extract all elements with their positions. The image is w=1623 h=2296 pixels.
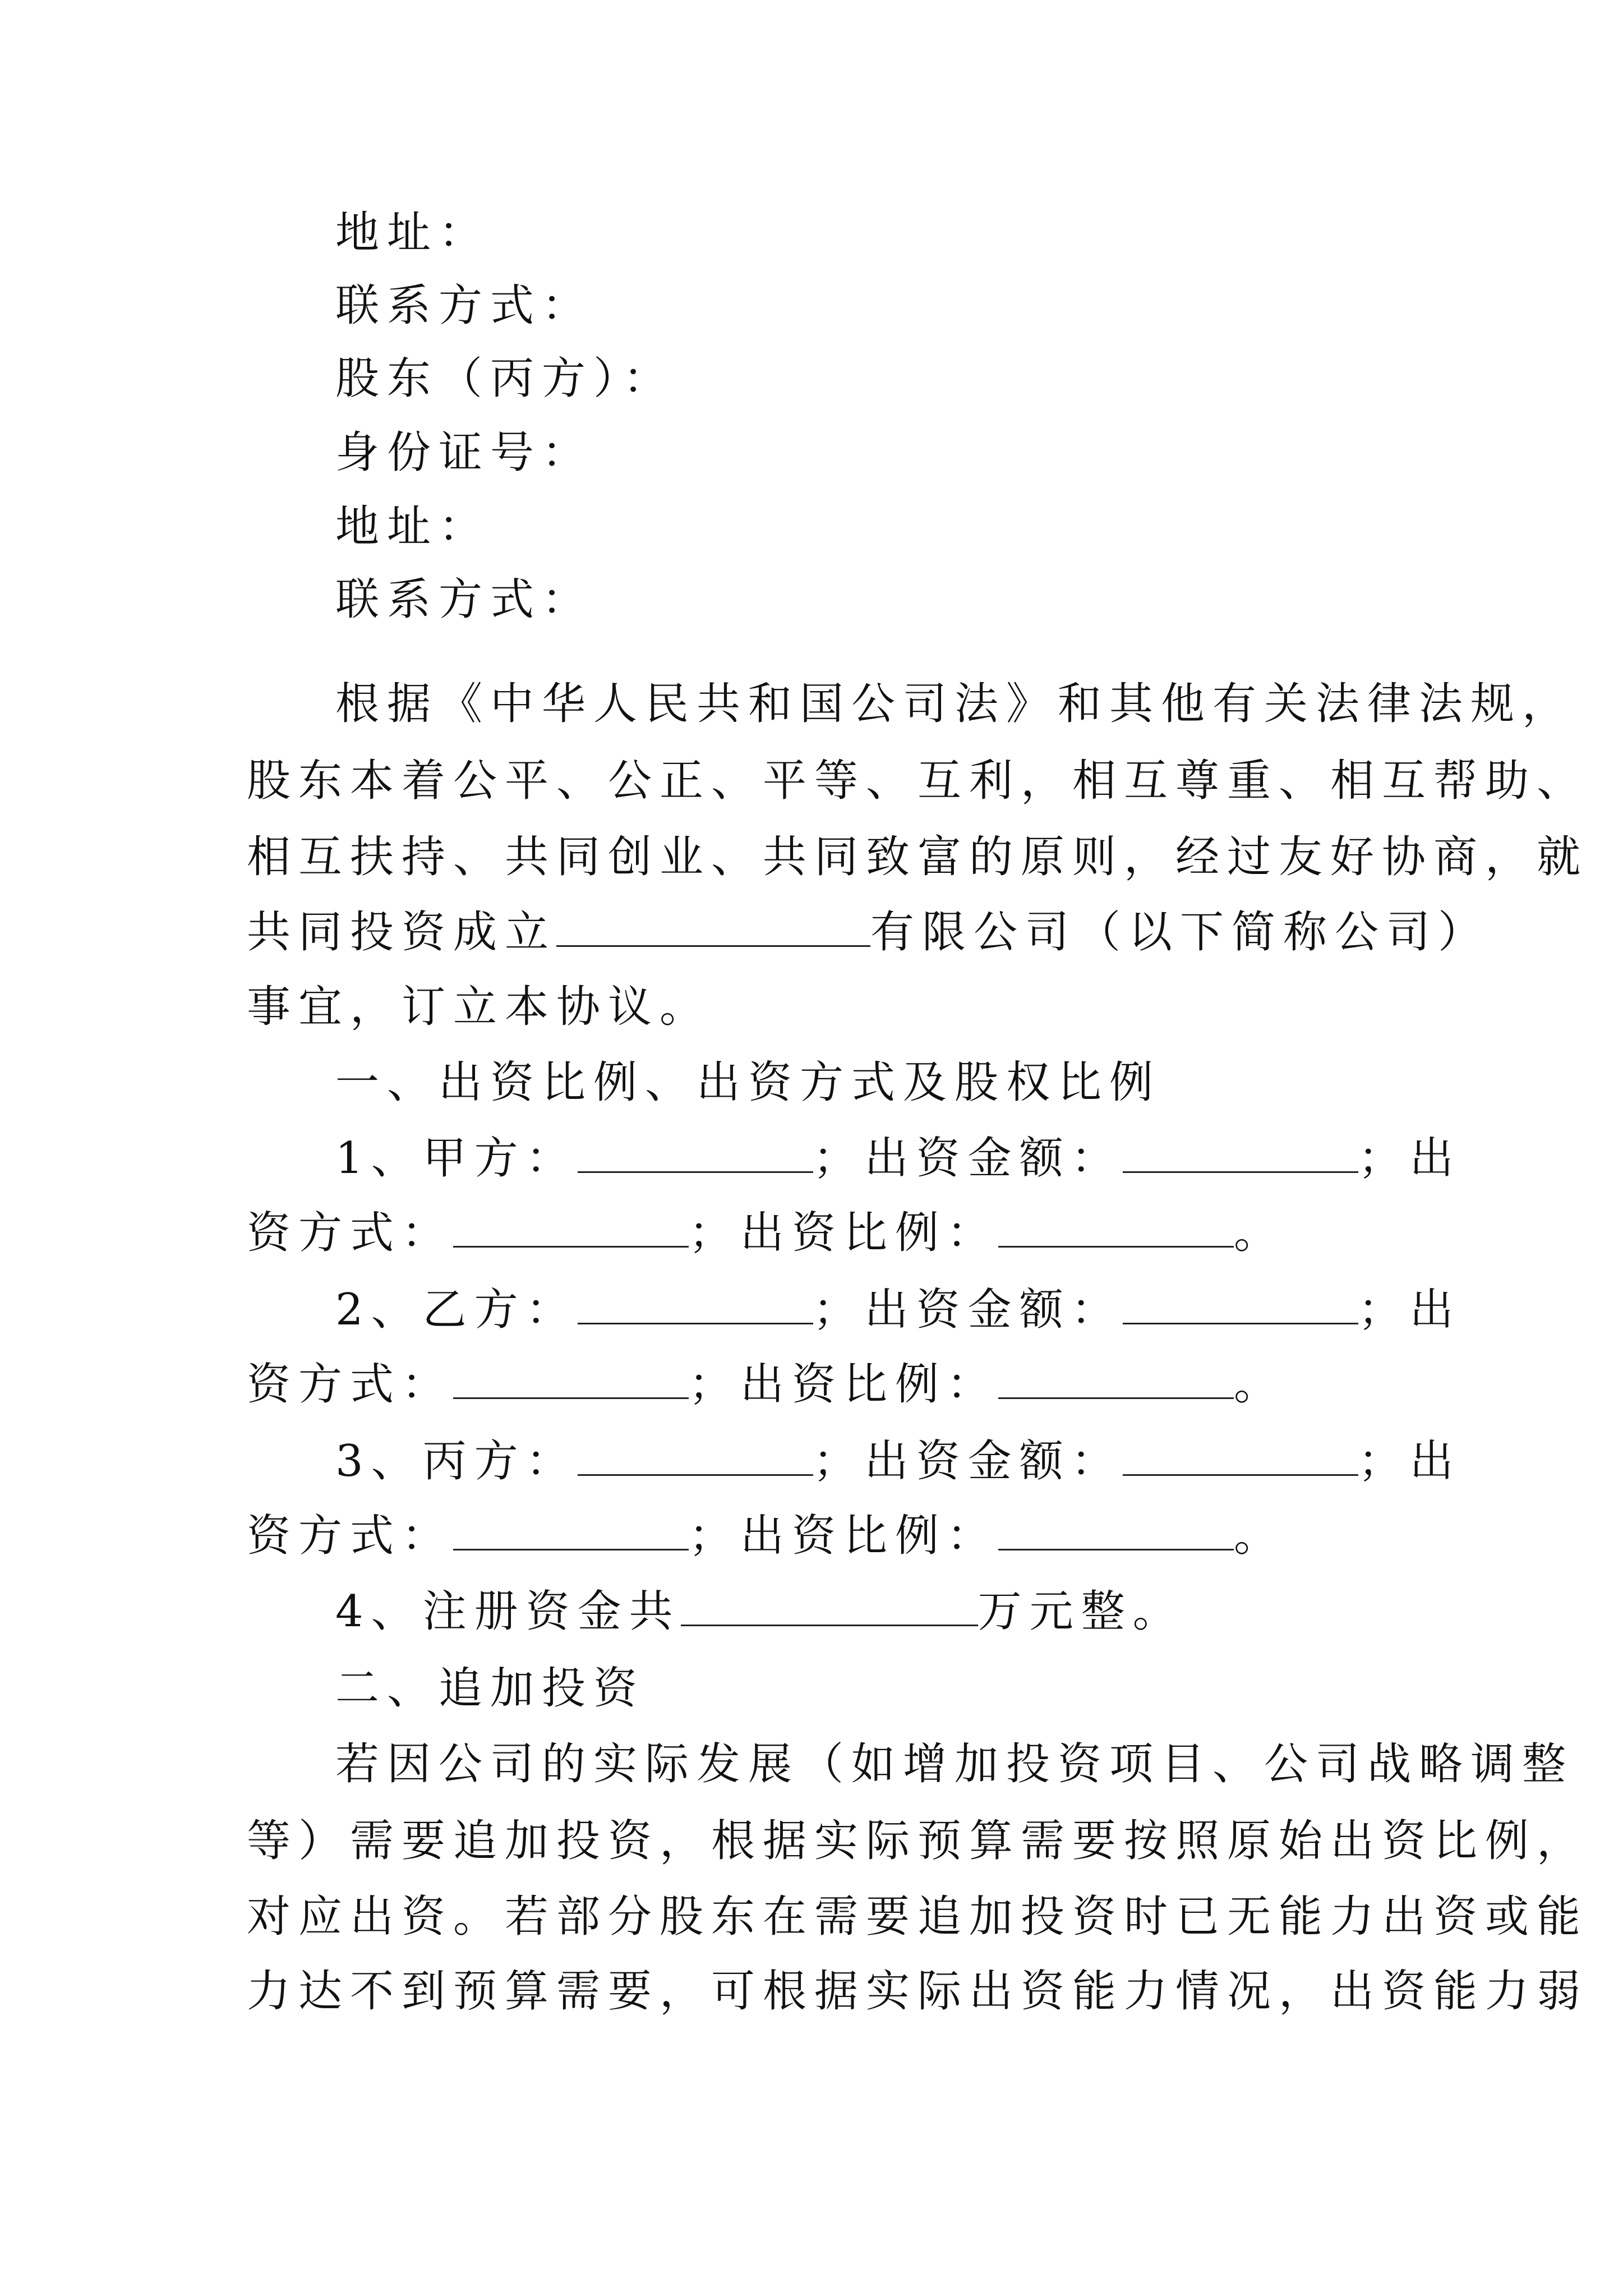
item-1-amount-label: ；出资金额：: [813, 1133, 1123, 1184]
registered-capital-blank[interactable]: [681, 1585, 978, 1626]
item-2-label: 2、乙方：: [335, 1285, 578, 1335]
item-1-method-label: 资方式：: [247, 1208, 454, 1258]
item-2-line-2: [247, 1356, 1623, 1412]
address-line-1: 地址：: [335, 208, 491, 258]
contact-line-2: 联系方式：: [335, 574, 594, 625]
item-2-amount-label: ；出资金额：: [813, 1285, 1123, 1335]
section-2-line-1: 若因公司的实际发展（如增加投资项目、公司战略调整: [335, 1739, 1574, 1789]
preamble-line-4-end: 有限公司（以下简称公司）: [870, 907, 1490, 958]
preamble-line-1: 根据《中华人民共和国公司法》和其他有关法律法规，: [335, 679, 1574, 729]
item-3-ratio-label: ；出资比例：: [689, 1511, 999, 1561]
preamble-line-4-start: 共同投资成立: [247, 907, 557, 958]
section-2-title: 二、追加投资: [335, 1663, 645, 1714]
section-2-line-2: 等）需要追加投资，根据实际预算需要按照原始出资比例，: [247, 1816, 1589, 1866]
item-2-line-1: [335, 1282, 1623, 1338]
party-a-name-blank[interactable]: [578, 1132, 813, 1173]
section-2-line-3: 对应出资。若部分股东在需要追加投资时已无能力出资或能: [247, 1892, 1589, 1942]
item-1-line-1: [335, 1130, 1623, 1186]
address-line-2: 地址：: [335, 501, 491, 552]
party-b-ratio-blank[interactable]: [998, 1358, 1234, 1399]
item-3-method-label: 资方式：: [247, 1511, 454, 1561]
item-1-ratio-label: ；出资比例：: [689, 1208, 999, 1258]
company-name-blank[interactable]: [556, 906, 870, 947]
item-3-line-2: [247, 1508, 1623, 1564]
item-3-end: 。: [1234, 1511, 1286, 1561]
item-3-line-1: [335, 1433, 1623, 1489]
party-c-ratio-blank[interactable]: [998, 1510, 1234, 1550]
item-4-line: [335, 1584, 1623, 1640]
shareholder-c-line: 股东（丙方）：: [335, 353, 675, 404]
item-4-start: 4、注册资金共: [335, 1586, 681, 1637]
item-2-method-label: 资方式：: [247, 1359, 454, 1410]
party-a-ratio-blank[interactable]: [998, 1207, 1234, 1248]
id-number-line: 身份证号：: [335, 427, 594, 478]
contact-line-1: 联系方式：: [335, 280, 594, 331]
item-2-end: 。: [1234, 1359, 1286, 1410]
party-a-amount-blank[interactable]: [1123, 1132, 1358, 1173]
item-3-tail: ；出: [1358, 1436, 1461, 1487]
party-b-method-blank[interactable]: [453, 1358, 689, 1399]
party-b-name-blank[interactable]: [578, 1283, 813, 1324]
party-c-name-blank[interactable]: [578, 1435, 813, 1476]
section-1-title: 一、出资比例、出资方式及股权比例: [335, 1057, 1161, 1108]
preamble-line-2: 股东本着公平、公正、平等、互利，相互尊重、相互帮助、: [247, 756, 1589, 806]
section-2-line-4: 力达不到预算需要，可根据实际出资能力情况，出资能力弱: [247, 1966, 1589, 2017]
item-3-amount-label: ；出资金额：: [813, 1436, 1123, 1487]
item-2-tail: ；出: [1358, 1285, 1461, 1335]
party-c-method-blank[interactable]: [453, 1510, 689, 1550]
preamble-line-5: 事宜，订立本协议。: [247, 982, 712, 1032]
preamble-line-3: 相互扶持、共同创业、共同致富的原则，经过友好协商，就: [247, 832, 1589, 882]
item-3-label: 3、丙方：: [335, 1436, 578, 1487]
preamble-line-4: [247, 904, 1623, 960]
item-2-ratio-label: ；出资比例：: [689, 1359, 999, 1410]
party-a-method-blank[interactable]: [453, 1207, 689, 1248]
party-b-amount-blank[interactable]: [1123, 1283, 1358, 1324]
item-1-tail: ；出: [1358, 1133, 1461, 1184]
item-4-end: 万元整。: [978, 1586, 1184, 1637]
item-1-end: 。: [1234, 1208, 1286, 1258]
item-1-label: 1、甲方：: [335, 1133, 578, 1184]
party-c-amount-blank[interactable]: [1123, 1435, 1358, 1476]
item-1-line-2: [247, 1205, 1623, 1261]
